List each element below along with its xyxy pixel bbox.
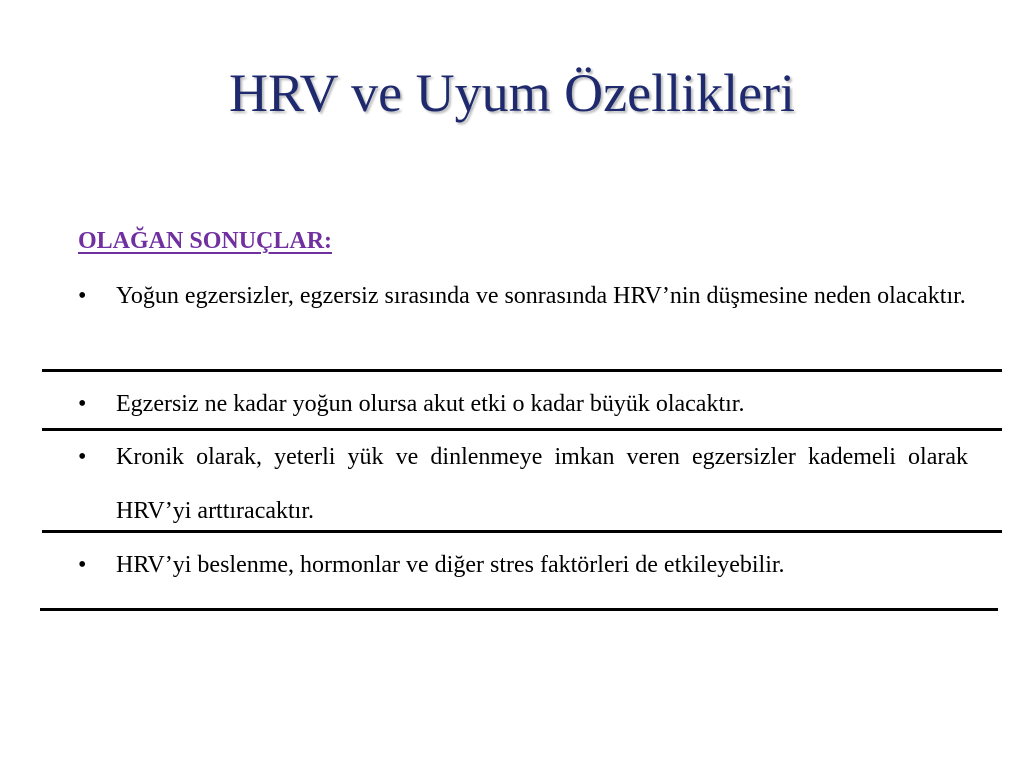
bullet-icon: •: [78, 283, 87, 309]
bullet-text: HRV’yi beslenme, hormonlar ve diğer stres faktörleri de etkileyebilir.: [116, 552, 785, 578]
bullet-icon: •: [78, 444, 87, 470]
slide-title: HRV ve Uyum Özellikleri: [228, 63, 796, 123]
bullet-icon: •: [78, 391, 87, 417]
bullet-item: [78, 269, 968, 323]
bullet-item: [78, 538, 968, 592]
divider-line: [42, 530, 1002, 533]
divider-line: [40, 608, 998, 611]
bullet-text: Egzersiz ne kadar yoğun olursa akut etki o kadar büyük olacaktır.: [116, 391, 745, 417]
section-heading: OLAĞAN SONUÇLAR:: [78, 228, 333, 254]
bullet-text: Kronik olarak, yeterli yük ve dinlenmeye imkan veren egzersizler kademeli olarak HRV’yi arttıracaktır.: [116, 444, 968, 524]
divider-line: [42, 369, 1002, 372]
bullet-text: Yoğun egzersizler, egzersiz sırasında ve sonrasında HRV’nin düşmesine neden olacaktır.: [116, 283, 966, 309]
bullet-item: [78, 430, 968, 538]
bullet-item: [78, 377, 968, 431]
bullet-icon: •: [78, 552, 87, 578]
